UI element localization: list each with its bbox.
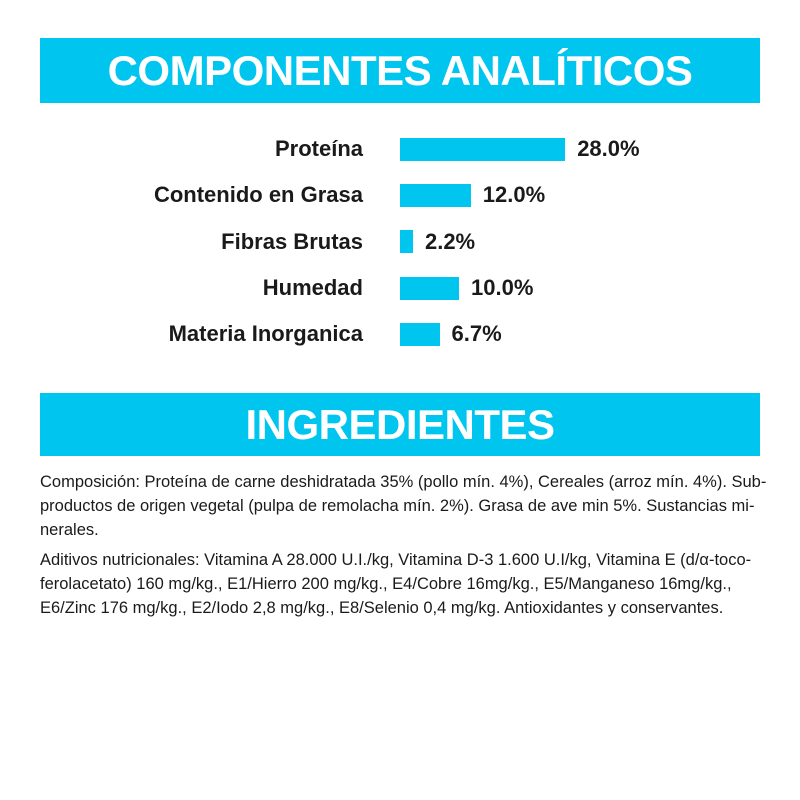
bar-category-label: Proteína — [274, 136, 363, 162]
bar-category-label: Materia Inorganica — [168, 321, 363, 347]
chart-row — [0, 172, 800, 218]
chart-row — [0, 311, 800, 357]
bar — [400, 138, 565, 161]
text-line: ferolacetato) 160 mg/kg., E1/Hierro 200 mg/kg., E4/Cobre 16mg/kg., E5/Manganeso 16mg/kg., — [40, 575, 732, 593]
text-line: nerales. — [40, 521, 99, 539]
text-line: Composición: Proteína de carne deshidratada 35% (pollo mín. 4%), Cereales (arroz mín. 4%). Sub- — [40, 473, 767, 491]
text-line: E6/Zinc 176 mg/kg., E2/Iodo 2,8 mg/kg., E8/Selenio 0,4 mg/kg. Antioxidantes y conservantes. — [40, 599, 724, 617]
bar-category-label: Fibras Brutas — [221, 228, 363, 254]
bar-value-label: 2.2% — [424, 228, 476, 254]
chart-row — [0, 265, 800, 311]
bar-value-label: 28.0% — [577, 136, 640, 162]
additives-paragraph — [40, 548, 766, 620]
analytics-heading-banner — [40, 38, 760, 103]
text-line: productos de origen vegetal (pulpa de remolacha mín. 2%). Grasa de ave min 5%. Sustancias mi- — [40, 497, 755, 515]
bar-value-label: 10.0% — [471, 275, 534, 301]
analytics-heading: COMPONENTES ANALÍTICOS — [107, 46, 693, 94]
ingredients-text-section — [40, 470, 766, 626]
chart-row — [0, 126, 800, 172]
bar — [400, 277, 459, 300]
bar-category-label: Contenido en Grasa — [153, 182, 363, 208]
bar-category-label: Humedad — [262, 275, 363, 301]
bar-value-label: 12.0% — [482, 182, 546, 208]
text-line: Aditivos nutricionales: Vitamina A 28.000 U.I./kg, Vitamina D-3 1.600 U.I/kg, Vitamina E (d/α-toco- — [40, 551, 752, 569]
analytics-bar-chart — [0, 126, 800, 357]
ingredients-heading: INGREDIENTES — [245, 400, 555, 448]
bar-value-label: 6.7% — [451, 321, 502, 347]
chart-row — [0, 219, 800, 265]
composition-paragraph — [40, 470, 766, 542]
bar — [400, 230, 413, 253]
bar — [400, 184, 471, 207]
ingredients-heading-banner — [40, 393, 760, 456]
bar — [400, 323, 440, 346]
